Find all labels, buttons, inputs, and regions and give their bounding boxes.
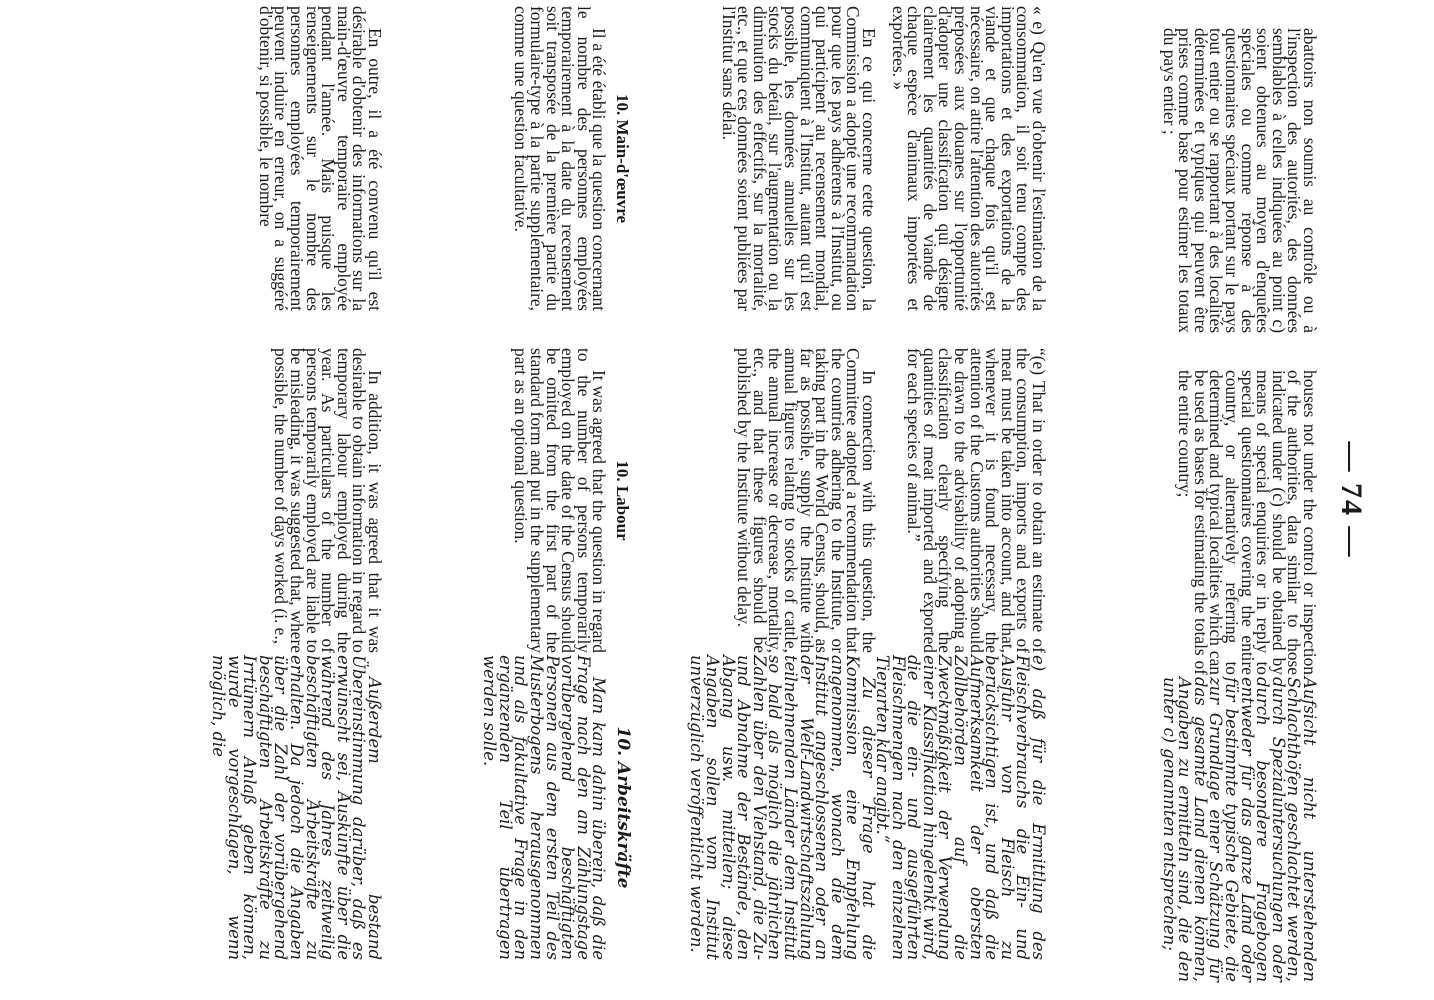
fr-labour-paragraph-1: Il a été établi que la question concernant le nombre des personnes employées temporairement à la date du recensement soit transposée de la première partie du formulaire-type à la partie supplémentaire, comme une question facultative. (511, 6, 610, 311)
fr-labour-section (513, 6, 630, 311)
en-paragraph-e: “(e) That in order to obtain an estimate of the consumption, imports and exports of meat must be taken into account, and that, whenever it is found necessary, the attention of the Customs authorities should be drawn to the advisability of adopting a classification clearly specifying the quantities of meat imported and exported for each species of animal.” (904, 348, 1049, 653)
de-paragraph-e: e) daß für die Ermittlung des Fleischverbrauchs die Ein- und Ausfuhr von Fleisch zu berücksichtigen ist, und daß die Aufmerksamkeit der obersten Zollbehörden auf die Zweckmäßigkeit der Verwendung einer Klassifikation hingelenkt wird, die die ein- und ausgeführten Fleischmengen nach den einzelnen Tierarten klar angibt.“ (873, 655, 1048, 960)
en-labour-paragraph-1: It was agreed that the question in regard to the number of persons temporarily employed on the date of the Census should be omitted from the first part of the standard form and put in the supplementary part as an optional question. (511, 348, 610, 653)
en-labour-paragraph-2: In addition, it was agreed that it was desirable to obtain information in regard to temporary labour employed during the year. As particulars of the number of persons temporarily employed are liable to be misleading, it was suggested that, where possible, the number of days worked (i. e., (271, 348, 385, 653)
fr-paragraph-commission: En ce qui concerne cette question, la Commission a adopté une recommandation pour que les pays adhérents à l'Institut, ou qui participent au recensement mondial, communiquent à l'Institut, autant qu'il est possible, les données annuelles sur les stocks du bétail, sur l'augmentation ou la diminution des effectifs, sur la mortalité, etc., et que ces données soient publiées par l'Institut sans délai. (718, 6, 879, 311)
de-paragraph-d-continued: Aufsicht nicht unterstehenden Schlachthöfen geschlachtet werden, durch Spezialuntersuchungen oder durch besondere Fragebogen entweder für das ganze Land oder für bestimmte typische Gebiete, die zur Grundlage einer Schätzung für das gesamte Land dienen können, Angaben zu ermitteln sind, die den unter c) genannten entsprechen; (1159, 677, 1319, 982)
fr-paragraph-d-continued: abattoirs non soumis au contrôle ou à l'inspection des autorités, des données semblables à celles indiquées au point c) soient obtenues au moyen d'enquêtes spéciales ou comme réponse à des questionnaires spéciaux portant sur le pays tout entier ou se rapportant à des localités déterminées et typiques qui peuvent être prises comme base pour estimer les totaux du pays entier ; (1159, 28, 1320, 333)
en-paragraph-d-continued: houses not under the control or inspection of the authorities, data similar to those indicated under (c) should be obtained by means of special enquiries or in reply to special questionnaires covering the entire country, or alternatively referring to determined and typical localities which can be used as bases for estimating the totals of the entire country; (1175, 370, 1320, 675)
de-labour-section (480, 655, 633, 960)
fr-paragraph-e: « e) Qu'en vue d'obtenir l'estimation de la consommation, il soit tenu compte des importations et des exportations de la viande et que chaque fois qu'il est nécessaire, on attire l'attention des autorités préposées aux douanes sur l'opportunité d'adopter une classification qui désigne clairement les quantités de viande de chaque espèce d'animaux importées et exportées. » (888, 6, 1049, 311)
de-labour-paragraph-1: Man kam dahin überein, daß die Frage nach den am Zählungstage vorübergehend beschäftigten Personen aus dem ersten Teil des Musterbogens herausgenommen und als fakultative Frage in den ergänzenden Teil übertragen werden solle. (480, 655, 609, 960)
de-section-heading: 10. Arbeitskräfte (613, 726, 633, 889)
en-labour-section (513, 348, 630, 653)
page-number: — 74 — (1335, 441, 1368, 559)
en-section-heading: 10. Labour (613, 460, 632, 541)
fr-labour-paragraph-2: En outre, il a été convenu qu'il est désirable d'obtenir des informations sur la main-d'œuvre temporaire employée pendant l'année. Mais puisque les renseignements sur le nombre des personnes employées temporairement peuvent induire en erreur, on a suggéré d'obtenir, si possible, le nombre (255, 6, 385, 311)
de-labour-paragraph-2: Außerdem bestand Übereinstimmung darüber, daß es erwünscht sei, Auskünfte über die während des Jahres zeitweilig beschäftigten Arbeitskräfte zu erhalten. Da jedoch die Angaben über die Zahl der vorübergehend beschäftigten Arbeitskräfte zu Irrtümern Anlaß geben können, wurde vorgeschlagen, wenn möglich, die (209, 655, 384, 960)
en-paragraph-committee: In connection with this question, the Committee adopted a recommendation that the countries adhering to the Institute, or taking part in the World Census, should, as far as possible, supply the Institute with annual figures relating to stocks of cattle, the annual increase or decrease, mortality, etc., and that these figures should be published by the Institute without delay. (734, 348, 879, 653)
de-paragraph-commission: Zu dieser Frage hat die Kommission eine Empfehlung angenommen, wonach die dem Institut angeschlossenen oder an der Welt-Landwirtschaftszählung teilnehmenden Länder dem Institut so bald als möglich die jährlichen Zahlen über den Viehstand, die Zu- und Abnahme der Bestände, den Abgang usw. mitteilen; diese Angaben sollen vom Institut unverzüglich veröffentlicht werden. (687, 655, 878, 960)
fr-section-heading: 10. Main-d'œuvre (613, 93, 632, 224)
